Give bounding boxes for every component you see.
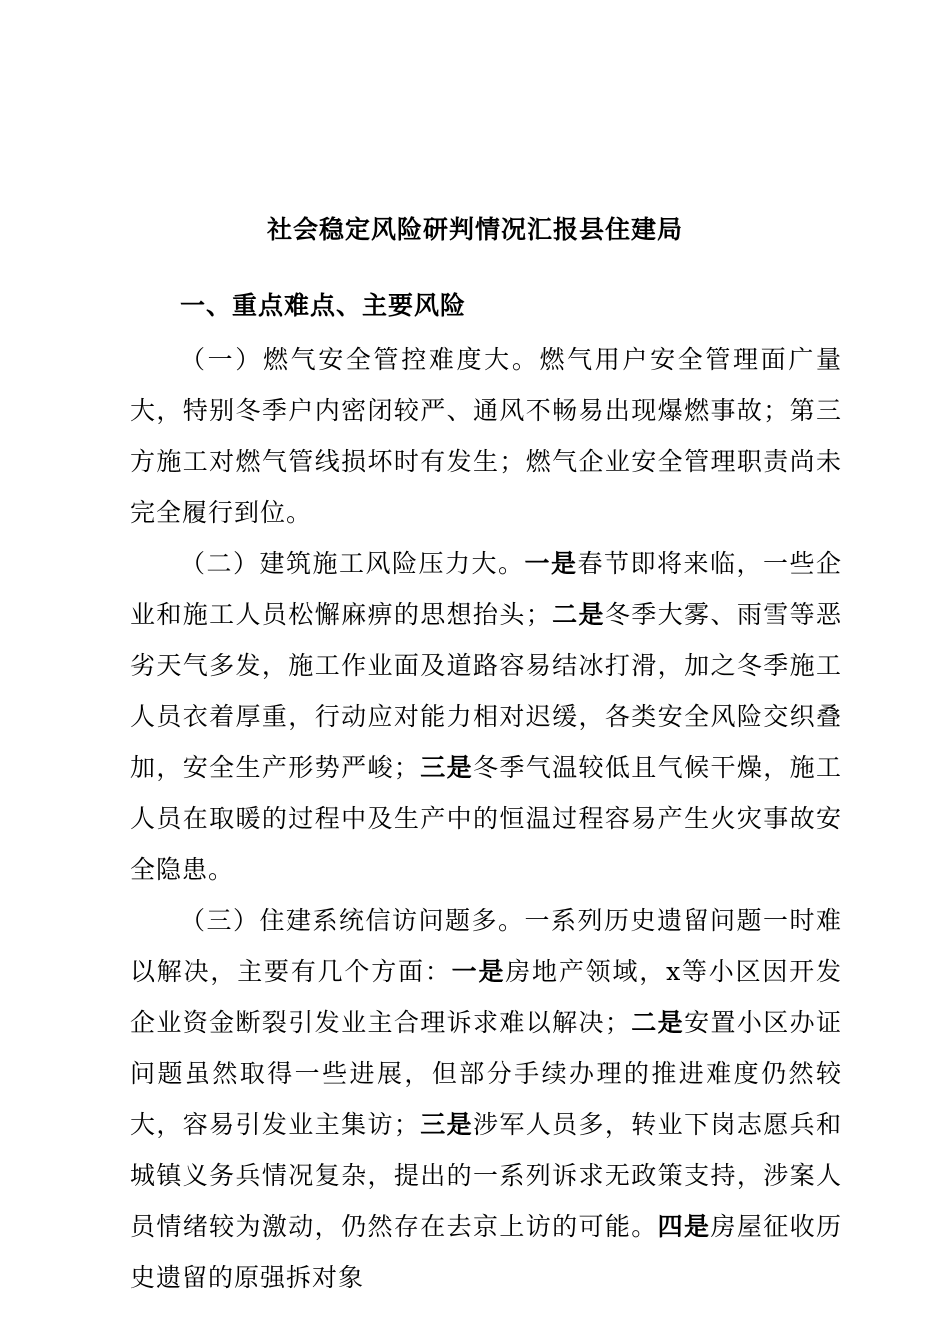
paragraph-text: （一）燃气安全管控难度大。燃气用户安全管理面广量大，特别冬季户内密闭较严、通风不畅易出现爆燃事故；第三方施工对燃气管线损坏时有发生；燃气企业安全管理职责尚未完全履行到位。 (130, 345, 842, 527)
paragraph-text: （二）建筑施工风险压力大。 (180, 549, 525, 578)
emphasis-first: 一是 (524, 549, 578, 578)
paragraph-text: 冬季气温较低且气候干燥，施工人员在取暖的过程中及生产中的恒温过程容易产生火灾事故安全隐患。 (130, 753, 842, 884)
emphasis-second: 二是 (551, 600, 605, 629)
paragraph-text: 安置小区办证问题虽然取得一些进展，但部分手续办理的推进难度仍然较大，容易引发业主集访； (130, 1008, 842, 1139)
emphasis-third: 三是 (419, 1110, 473, 1139)
paragraph-text: 房地产领域，x等小区因开发企业资金断裂引发业主合理诉求难以解决； (130, 957, 842, 1037)
paragraph-gas-safety (130, 334, 842, 538)
emphasis-second: 二是 (630, 1008, 685, 1037)
section-heading: 一、重点难点、主要风险 (180, 291, 467, 320)
emphasis-first: 一是 (451, 957, 506, 986)
paragraph-text: 春节即将来临，一些企业和施工人员松懈麻痹的思想抬头； (130, 549, 842, 629)
document-body (130, 334, 842, 1303)
document-title: 社会稳定风险研判情况汇报县住建局 (266, 215, 683, 244)
paragraph-construction-risk (130, 538, 842, 895)
emphasis-fourth: 四是 (657, 1212, 711, 1241)
paragraph-text: 房屋征收历史遗留的原强拆对象 (130, 1212, 842, 1292)
paragraph-text: 涉军人员多，转业下岗志愿兵和城镇义务兵情况复杂，提出的一系列诉求无政策支持，涉案人员情绪较为激动，仍然存在去京上访的可能。 (130, 1110, 842, 1241)
emphasis-third: 三是 (419, 753, 473, 782)
paragraph-petition-issues (130, 895, 842, 1303)
paragraph-text: 冬季大雾、雨雪等恶劣天气多发，施工作业面及道路容易结冰打滑，加之冬季施工人员衣着厚重，行动应对能力相对迟缓，各类安全风险交织叠加，安全生产形势严峻； (130, 600, 842, 782)
paragraph-text: （三）住建系统信访问题多。一系列历史遗留问题一时难以解决，主要有几个方面： (130, 906, 842, 986)
